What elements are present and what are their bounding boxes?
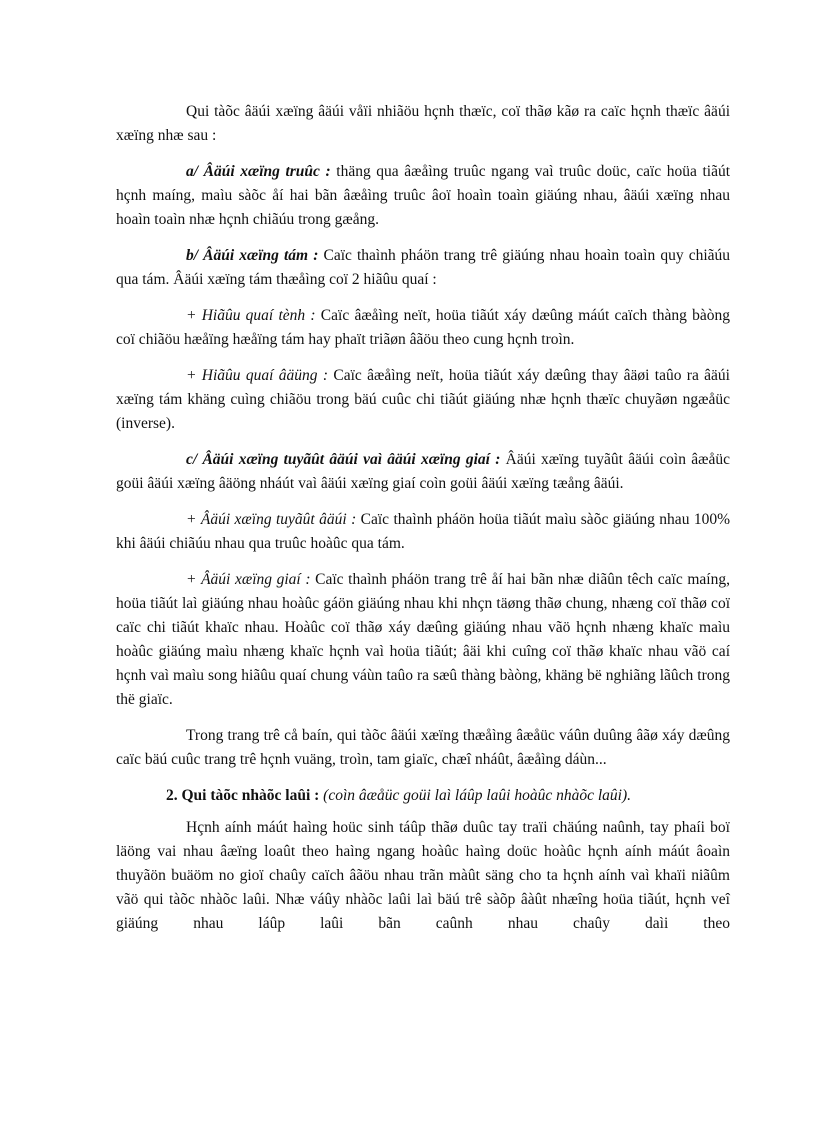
lead-b1: + Hiãûu quaí tènh : bbox=[186, 307, 316, 324]
text-c: Âäúi xæïng tuyãût âäúi coìn âæåüc goüi âäúi xæïng âäöng nháút vaì âäúi xæïng giaí coìn goüi âäúi xæïng tæång âäúi. bbox=[116, 451, 730, 492]
text-b1: Caïc âæåìng neït, hoüa tiãút xáy dæûng máút caïch thàng bàòng coï chiãöu hæåïng hæåïng tám hay phaït triãøn âãöu theo cung hçnh troìn. bbox=[116, 307, 730, 348]
lead-b2: + Hiãûu quaí âäüng : bbox=[186, 367, 329, 384]
summary-text: Trong trang trê cå baín, qui tàõc âäúi xæïng thæåìng âæåüc váûn duûng âãø xáy dæûng caïc bäú cuûc trang trê hçnh vuäng, troìn, tam giaïc, chæî nháût, âæåìng dáùn... bbox=[116, 727, 730, 768]
text-a: thäng qua âæåìng truûc ngang vaì truûc doüc, caïc hoüa tiãút hçnh maíng, maìu sàõc åí hai bãn âæåìng truûc âoï hoaìn toaìn giäúng nhau, âäúi xæïng nhau hoaìn toaìn nhæ hçnh chiãúu trong gæång. bbox=[116, 163, 731, 228]
paragraph-b1 bbox=[116, 304, 730, 352]
paragraph-b bbox=[116, 244, 730, 292]
paragraph-c1 bbox=[116, 508, 730, 556]
lead-c: c/ Âäúi xæïng tuyãût âäúi vaì âäúi xæïng giaí : bbox=[186, 451, 501, 468]
lead-a: a/ Âäúi xæïng truûc : bbox=[186, 163, 331, 180]
paragraph-b2 bbox=[116, 364, 730, 436]
paragraph-last bbox=[116, 816, 730, 936]
section-heading-2 bbox=[116, 784, 730, 808]
text-c2: Caïc thaình pháön trang trê åí hai bãn nhæ diãûn têch caïc maíng, hoüa tiãút laì giäúng nhau hoàûc gáön giäúng nhau khi nhçn täøng thãø chung, nhæng coï thãø coï caïc chi tiãút khaïc nhau. Hoàûc coï thãø xáy dæûng giäúng nhau vãö hçnh nhæng khaïc maìu hoàûc giäúng maìu nhæng khaïc hçnh vaì hoüa tiãút; âäi khi cuîng coï thãø khaïc nhau vãö caí hçnh vaì maìu song hiãûu quaí chung váùn taûo ra sæû thàng bàòng, khäng bë nghiãng lãûch trong thë giaïc. bbox=[116, 571, 730, 708]
heading-2-lead: 2. Qui tàõc nhàõc laûi : bbox=[166, 787, 320, 804]
paragraph-c2 bbox=[116, 568, 730, 712]
paragraph-summary bbox=[116, 724, 730, 772]
text-c1: Caïc thaình pháön hoüa tiãút maìu sàõc giäúng nhau 100% khi âäúi chiãúu nhau qua truûc hoàûc qua tám. bbox=[116, 511, 731, 552]
heading-2-note: (coìn âæåüc goüi laì láûp laûi hoàûc nhàõc laûi). bbox=[319, 787, 631, 804]
lead-c1: + Âäúi xæïng tuyãût âäúi : bbox=[186, 511, 357, 528]
document-page bbox=[116, 100, 730, 948]
paragraph-c bbox=[116, 448, 730, 496]
text-b: Caïc thaình pháön trang trê giäúng nhau hoaìn toaìn quy chiãúu qua tám. Âäúi xæïng tám thæåìng coï 2 hiãûu quaí : bbox=[116, 247, 731, 288]
paragraph-a bbox=[116, 160, 730, 232]
lead-c2: + Âäúi xæïng giaí : bbox=[186, 571, 311, 588]
lead-b: b/ Âäúi xæïng tám : bbox=[186, 247, 319, 264]
text-b2: Caïc âæåìng neït, hoüa tiãút xáy dæûng thay âäøi taûo ra âäúi xæïng tám khäng cuìng chiãöu trong bäú cuûc chi tiãút giäúng nhæ hçnh thæïc chuyãøn ngæåüc (inverse). bbox=[116, 367, 730, 432]
intro-text: Qui tàõc âäúi xæïng âäúi våïi nhiãöu hçnh thæïc, coï thãø kãø ra caïc hçnh thæïc âäúi xæïng nhæ sau : bbox=[116, 103, 730, 144]
paragraph-intro bbox=[116, 100, 730, 148]
last-text: Hçnh aính máút haìng hoüc sinh táûp thãø duûc tay traïi chäúng naûnh, tay phaíi boï läöng vai nhau âæïng loaût theo haìng ngang hoàûc haìng doüc hoàûc hçnh aính máút âoaìn thuyãön buäöm no gioï chaûy caïch âãöu nhau trãn màût säng cho ta hçnh aính vaì khaïi niãûm vãö qui tàõc nhàõc laûi. Nhæ váûy nhàõc laûi laì bäú trê sàõp âàût nhæîng hoüa tiãút, hçnh veî giäúng nhau láûp laûi bãn caûnh nhau chaûy daìi theo bbox=[116, 819, 730, 932]
